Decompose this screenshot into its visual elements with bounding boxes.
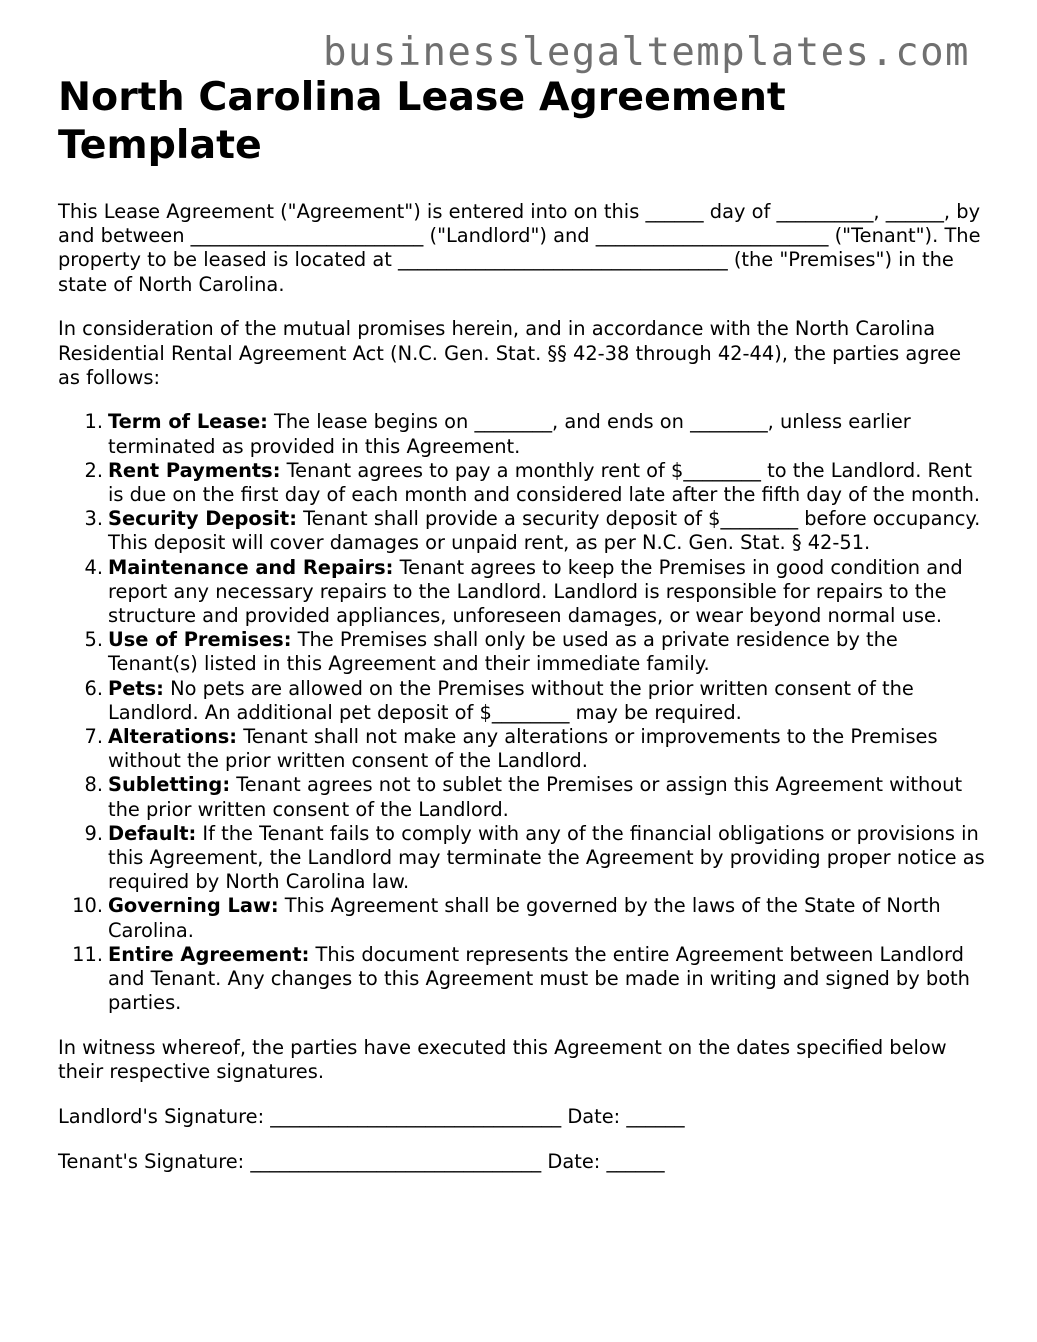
term-text: The lease begins on ________, and ends on ________, unless earlier terminated as provided in this Agreement.	[108, 410, 911, 458]
term-heading: Alterations:	[108, 725, 238, 749]
term-text: Tenant agrees to pay a monthly rent of $________ to the Landlord. Rent is due on the first day of each month and considered late after the fifth day of the month.	[108, 458, 981, 507]
term-text: Tenant agrees not to sublet the Premises or assign this Agreement without the prior written consent of the Landlord.	[108, 773, 963, 821]
term-item	[58, 410, 988, 458]
page-title: North Carolina Lease Agreement Template	[58, 74, 786, 168]
term-text: No pets are allowed on the Premises without the prior written consent of the Landlord. An additional pet deposit of $________ may be required.	[108, 676, 914, 724]
term-heading: Use of Premises:	[108, 628, 292, 652]
term-text: This document represents the entire Agreement between Landlord and Tenant. Any changes to this Agreement must be made in writing and signed by both parties.	[108, 942, 970, 1015]
intro-paragraph: This Lease Agreement ("Agreement") is entered into on this ______ day of __________, ______, by and between ________________________ ("Landlord") and ________________________ ("Tenant"). The property to be leased is located at __________________________________ (the "Premises") in the state of North Carolina.	[58, 200, 981, 296]
witness-paragraph: In witness whereof, the parties have executed this Agreement on the dates specified below their respective signatures.	[58, 1036, 947, 1084]
term-item	[58, 773, 988, 821]
term-item	[58, 459, 988, 507]
term-heading: Subletting:	[108, 773, 231, 797]
tenant-signature-line: Tenant's Signature: ______________________________ Date: ______	[58, 1149, 665, 1173]
term-number: 1.	[84, 410, 103, 434]
term-item	[58, 556, 988, 629]
term-number: 3.	[84, 507, 103, 531]
term-text: This Agreement shall be governed by the laws of the State of North Carolina.	[108, 894, 941, 942]
term-number: 11.	[72, 942, 103, 966]
term-item	[58, 894, 988, 942]
landlord-signature-line: Landlord's Signature: ______________________________ Date: ______	[58, 1104, 685, 1128]
terms-list	[58, 410, 988, 1015]
consideration-paragraph: In consideration of the mutual promises herein, and in accordance with the North Carolina Residential Rental Agreement Act (N.C. Gen. Stat. §§ 42-38 through 42-44), the parties agree as follows:	[58, 317, 962, 389]
term-number: 7.	[84, 725, 103, 749]
term-heading: Entire Agreement:	[108, 942, 310, 966]
term-heading: Rent Payments:	[108, 458, 281, 482]
term-heading: Security Deposit:	[108, 507, 297, 531]
term-heading: Maintenance and Repairs:	[108, 555, 394, 579]
term-number: 2.	[84, 458, 103, 482]
term-heading: Term of Lease:	[108, 410, 268, 434]
term-number: 8.	[84, 773, 103, 797]
term-text: Tenant shall provide a security deposit of $________ before occupancy. This deposit will cover damages or unpaid rent, as per N.C. Gen. Stat. § 42-51.	[108, 507, 981, 555]
term-number: 9.	[84, 821, 103, 845]
term-item	[58, 725, 988, 773]
term-heading: Governing Law:	[108, 894, 279, 918]
term-text: If the Tenant fails to comply with any of the financial obligations or provisions in this Agreement, the Landlord may terminate the Agreement by providing proper notice as required by North Carolina law.	[108, 821, 985, 894]
term-number: 5.	[84, 628, 103, 652]
term-number: 4.	[84, 555, 103, 579]
term-text: The Premises shall only be used as a private residence by the Tenant(s) listed in this Agreement and their immediate family.	[108, 628, 898, 676]
term-heading: Pets:	[108, 676, 164, 700]
term-item	[58, 628, 988, 676]
term-item	[58, 507, 988, 555]
term-text: Tenant agrees to keep the Premises in good condition and report any necessary repairs to the Landlord. Landlord is responsible for repairs to the structure and provided appliances, unforeseen damages, or wear beyond normal use.	[108, 555, 963, 628]
document-body	[58, 73, 988, 1174]
term-item	[58, 943, 988, 1016]
term-heading: Default:	[108, 821, 197, 845]
term-text: Tenant shall not make any alterations or improvements to the Premises without the prior written consent of the Landlord.	[108, 725, 938, 773]
term-item	[58, 677, 988, 725]
watermark: businesslegaltemplates.com	[323, 30, 970, 75]
term-number: 10.	[72, 894, 103, 918]
term-number: 6.	[84, 676, 103, 700]
term-item	[58, 822, 988, 895]
